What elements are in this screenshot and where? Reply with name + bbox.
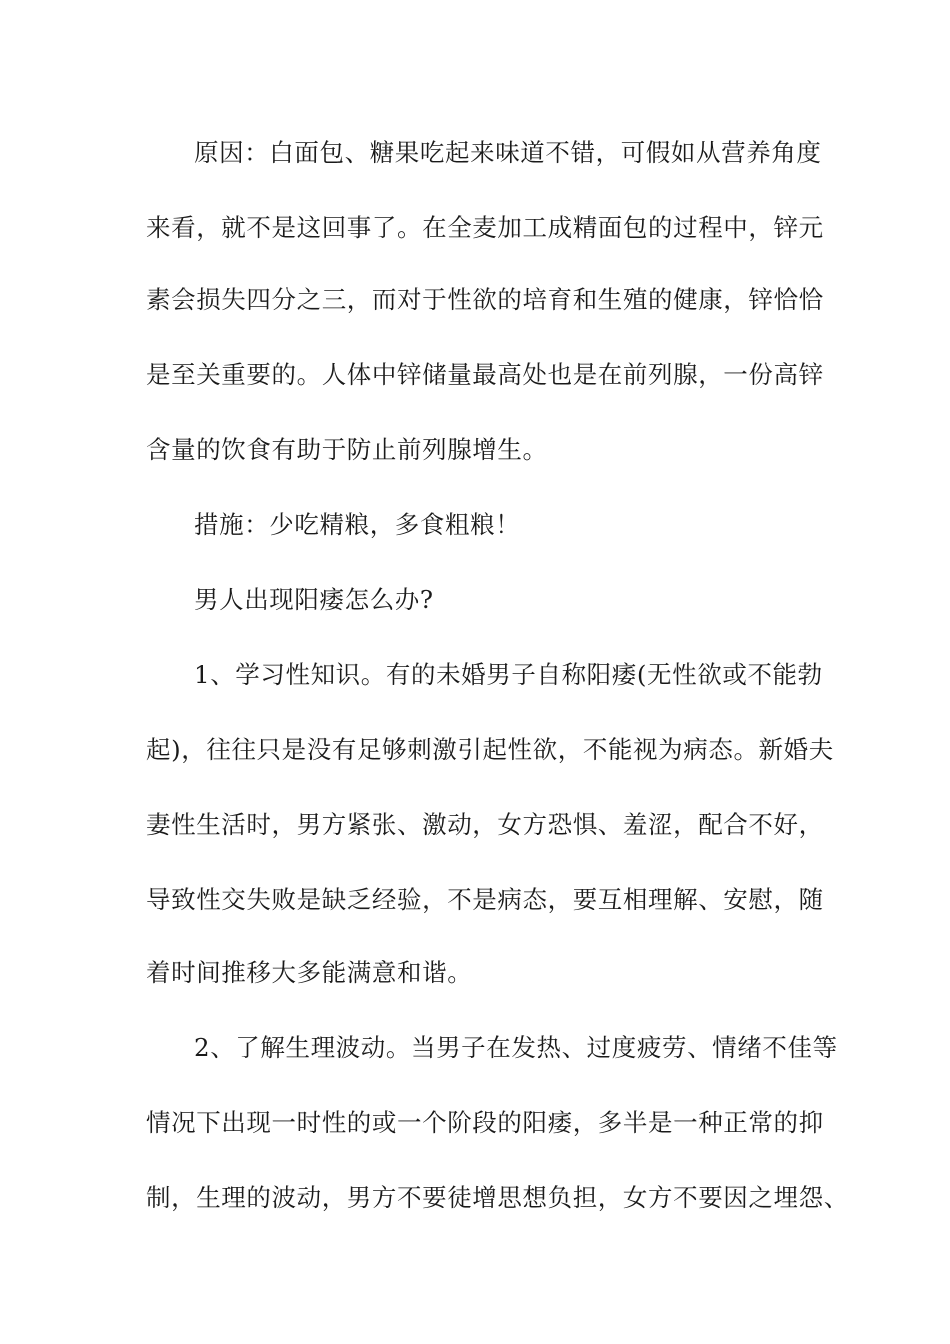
paragraph-item-2-line-2: 情况下出现一时性的或一个阶段的阳痿，多半是一种正常的抑 (146, 1108, 824, 1137)
paragraph-cause-line-2: 来看，就不是这回事了。在全麦加工成精面包的过程中，锌元 (146, 213, 824, 242)
paragraph-cause-line-1: 原因：白面包、糖果吃起来味道不错，可假如从营养角度 (194, 138, 822, 167)
paragraph-item-1-line-5: 着时间推移大多能满意和谐。 (146, 958, 473, 987)
section-heading: 男人出现阳痿怎么办? (194, 585, 434, 614)
paragraph-item-1-line-2: 起)，往往只是没有足够刺激引起性欲，不能视为病态。新婚夫 (146, 735, 834, 764)
paragraph-item-1-line-3: 妻性生活时，男方紧张、激动，女方恐惧、羞涩，配合不好， (146, 810, 824, 839)
paragraph-measure: 措施：少吃精粮，多食粗粮！ (194, 510, 521, 539)
paragraph-item-2-line-1: 2、了解生理波动。当男子在发热、过度疲劳、情绪不佳等 (194, 1033, 838, 1062)
paragraph-item-2-line-3: 制，生理的波动，男方不要徒增思想负担，女方不要因之埋怨、 (146, 1183, 849, 1212)
paragraph-cause-line-4: 是至关重要的。人体中锌储量最高处也是在前列腺，一份高锌 (146, 360, 824, 389)
paragraph-item-1-line-1: 1、学习性知识。有的未婚男子自称阳痿(无性欲或不能勃 (194, 660, 823, 689)
paragraph-cause-line-5: 含量的饮食有助于防止前列腺增生。 (146, 435, 548, 464)
paragraph-item-1-line-4: 导致性交失败是缺乏经验，不是病态，要互相理解、安慰，随 (146, 885, 824, 914)
paragraph-cause-line-3: 素会损失四分之三，而对于性欲的培育和生殖的健康，锌恰恰 (146, 285, 824, 314)
